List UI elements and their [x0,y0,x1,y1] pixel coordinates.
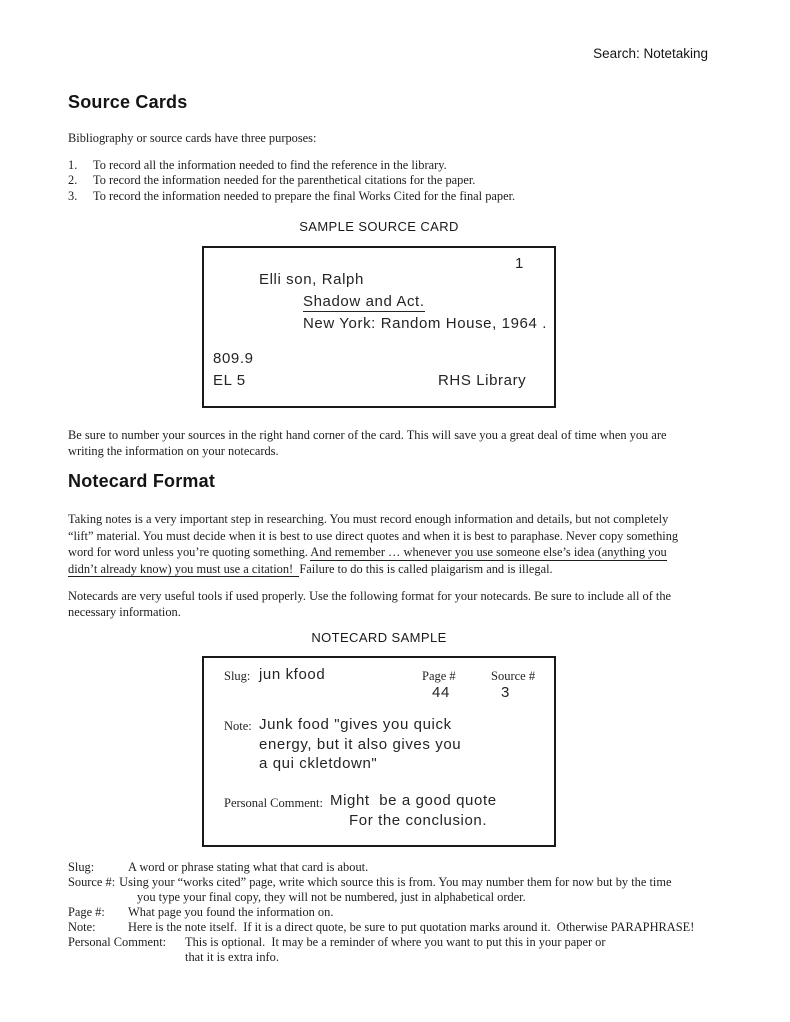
definition-row [68,875,694,890]
note-text-line: energy, but it also gives you [259,736,462,753]
taking-notes-paragraph [68,511,678,577]
definition-row [68,920,694,935]
note-label: Note: [224,719,252,733]
personal-comment-line: For the conclusion. [349,812,488,829]
definition-text: A word or phrase stating what that card is about. [128,860,369,874]
call-number-line2: EL 5 [213,372,246,389]
note-text-line: a qui ckletdown" [259,755,378,772]
definition-row-continuation [68,950,694,965]
list-text: To record the information needed to prepare the final Works Cited for the final paper. [93,188,516,203]
note-text-line: Junk food "gives you quick [259,716,452,733]
page-number-label: Page # [422,669,456,683]
paragraph-text: Failure to do this is called plaigarism and is illegal. [299,561,553,576]
list-text: To record the information needed for the parenthetical citations for the paper. [93,173,476,188]
page-number-value: 44 [432,684,450,701]
source-number-label: Source # [491,669,536,683]
source-cards-heading: Source Cards [68,92,188,112]
list-text: To record all the information needed to find the reference in the library. [93,158,447,172]
publication-line: New York: Random House, 1964 . [303,315,547,332]
definition-term: Page #: [68,905,105,920]
paragraph-line: Taking notes is a very important step in researching. You must record enough information and details, but not completely [68,512,669,526]
list-item [68,189,515,204]
paragraph-line [68,561,678,578]
call-number-line1: 809.9 [213,350,254,367]
definition-text: What page you found the information on. [128,905,334,920]
definition-row-continuation [68,890,694,905]
list-item [68,173,515,188]
definitions-block [68,860,694,965]
book-title-underlined: Shadow and Act. [303,293,425,310]
definition-row [68,860,694,875]
definition-text: you type your final copy, they will not be numbered, just in alphabetical order. [137,890,526,905]
paragraph-line: writing the information on your notecards. [68,444,279,459]
sample-source-card [202,246,556,408]
list-number: 3. [68,188,78,203]
definition-term: Source #: [68,875,116,890]
underlined-warning-text: didn’t already know) you must use a citation! [68,561,300,576]
definition-text: Using your “works cited” page, write which source this is from. You may number them for now but by the time [119,875,672,890]
notecards-useful-paragraph [68,588,671,620]
paragraph-line: “lift” material. You must decide when it is best to use direct quotes and when it is best to paraphase. Never copy something [68,528,679,543]
paragraph-line [68,544,678,561]
library-name: RHS Library [438,372,527,389]
reminder-paragraph [68,427,666,459]
purposes-list [68,158,515,204]
list-number: 1. [68,158,78,172]
list-item [68,158,515,173]
paragraph-line: necessary information. [68,605,181,620]
notecard-sample-caption: NOTECARD SAMPLE [311,630,447,645]
definition-term: Personal Comment: [68,935,167,950]
definition-row [68,935,694,950]
paragraph-line: Notecards are very useful tools if used properly. Use the following format for your notecards. Be sure to include all of the [68,589,672,603]
notecard-sample-card [202,656,556,847]
definition-text: that it is extra info. [185,950,279,965]
source-number-value: 3 [501,684,510,701]
paragraph-text: word for word unless you’re quoting something. [68,545,311,560]
search-header: Search: Notetaking [593,46,708,61]
author-line: Elli son, Ralph [259,271,364,288]
definition-term: Note: [68,920,96,935]
paragraph-line: Be sure to number your sources in the right hand corner of the card. This will save you a great deal of time when you are [68,428,667,442]
definition-row [68,905,694,920]
definition-term: Slug: [68,860,95,874]
personal-comment-label: Personal Comment: [224,796,323,810]
source-number-value: 1 [515,255,524,272]
list-number: 2. [68,173,78,188]
definition-text: This is optional. It may be a reminder of where you want to put this in your paper or [185,935,606,950]
personal-comment-line: Might be a good quote [330,792,497,809]
intro-text: Bibliography or source cards have three purposes: [68,131,317,145]
underlined-warning-text: And remember … whenever you use someone else’s idea (anything you [310,545,667,560]
slug-value: jun kfood [259,666,326,683]
definition-text: Here is the note itself. If it is a direct quote, be sure to put quotation marks around it. Otherwise PARAPHRASE! [128,920,695,935]
notecard-format-heading: Notecard Format [68,471,216,491]
sample-source-card-caption: SAMPLE SOURCE CARD [299,219,459,234]
slug-label: Slug: [224,669,251,683]
